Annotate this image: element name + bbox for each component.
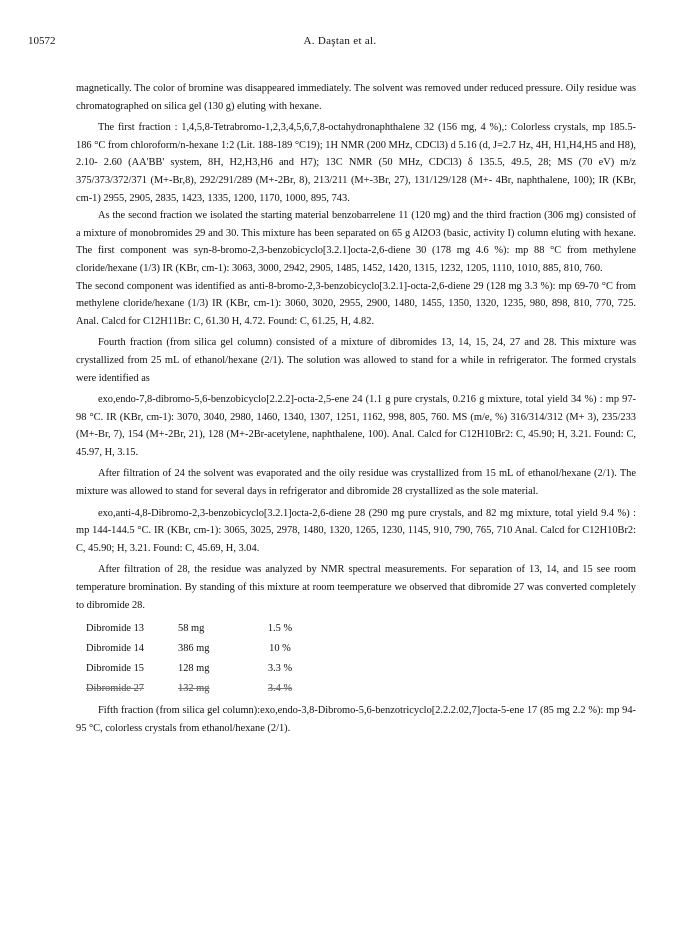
running-title: A. Daştan et al. [303,35,377,47]
paragraph-dibromide-28: exo,anti-4,8-Dibromo-2,3-benzobicyclo[3.2.1]octa-2,6-diene 28 (290 mg pure crystals, and 82 mg mixture, total yield 9.4 %) : mp 144-144.5 °C. IR (KBr, cm-1): 3065, 3025, 2978, 1480, 1320, 1265, 1230, 1145, 910, 790, 765, 710 Anal. Calcd for C12H10Br2: C, 45.90; H, 3.21. Found: C, 45.69, H, 3.04. [76,507,636,554]
table-row [86,620,310,640]
dibromide-percent: 3.3 % [267,663,293,675]
paragraph-first-fraction: The first fraction : 1,4,5,8-Tetrabromo-1,2,3,4,5,6,7,8-octahydronaphthalene 32 (156 mg, 4 %),: Colorless crystals, mp 185.5-186 °C from chloroform/n-hexane 1:2 (Lit. 188-189 °C19); 1H NMR (200 MHz, CDCl3) d 5.16 (d, J=2.7 Hz, 4H, H1,H4,H5 and H8), 2.10- 2.60 (AA'BB' system, 8H, H2,H3,H6 and H7); 13C NMR (50 MHz, CDCl3) δ 135.5, 49.5, 28; MS (70 eV) m/z 375/373/372/371 (M+-Br,8), 292/291/289 (M+-2Br, 8), 213/211 (M+-3Br, 27), 131/129/128 (M+- 4Br, naphthalene, 100); IR (KBr, cm-1) 2955, 2905, 2835, 1423, 1335, 1200, 1170, 1000, 895, 743. [76,122,636,204]
table-row [86,680,310,700]
dibromide-mass: 58 mg [178,623,205,635]
paragraph-second-component: The second component was identified as anti-8-bromo-2,3-benzobicyclo[3.2.1]-octa-2,6-diene 29 (128 mg 3.3 %): mp 69-70 °C from methylene cloride/hexane (1/3) IR (KBr, cm-1): 3060, 3020, 2955, 2900, 1480, 1455, 1350, 1320, 1235, 980, 898, 810, 770, 725. Anal. Calcd for C12H11Br: C, 61.30 H, 4.72. Found: C, 61.25, H, 4.82. [76,280,636,327]
paragraph-filtration-24: After filtration of 24 the solvent was evaporated and the oily residue was crystallized from 15 mL of ethanol/hexane (2/1). The mixture was allowed to stand for several days in refrigerator and dibromide 28 crystallized as the sole material. [76,468,636,498]
dibromide-mass: 132 mg [178,683,210,695]
dibromide-yield-table [86,620,310,700]
table-row [86,660,310,680]
table-row [86,640,310,660]
paragraph-second-fraction: As the second fraction we isolated the starting material benzobarrelene 11 (120 mg) and the third fraction (306 mg) consisted of a mixture of monobromides 29 and 30. This mixture has been separated on 65 g Al2O3 (basic, activity I) column eluting with hexane. The first component was syn-8-bromo-2,3-benzobicyclo[3.2.1]octa-2,6-diene 30 (178 mg 4.6 %): mp 88 °C from methylene cloride/hexane (1/3) IR (KBr, cm-1): 3063, 3000, 2942, 2905, 1485, 1452, 1420, 1315, 1232, 1205, 1110, 1010, 885, 810, 760. [76,210,636,274]
body-text [76,80,636,737]
dibromide-percent: 10 % [269,643,291,655]
dibromide-percent: 3.4 % [267,683,293,695]
dibromide-name: Dibromide 27 [86,683,145,695]
dibromide-mass: 386 mg [178,643,210,655]
page-number: 10572 [28,35,56,47]
paragraph-fourth-fraction: Fourth fraction (from silica gel column) consisted of a mixture of dibromides 13, 14, 15, 24, 27 and 28. This mixture was crystallized from 25 mL of ethanol/hexane (2/1). The solution was allowed to stand for a while in refrigerator. The formed crystals were identified as [76,337,636,384]
paragraph-fifth-fraction: Fifth fraction (from silica gel column):exo,endo-3,8-Dibromo-5,6-benzotricyclo[2.2.2.02,7]octa-5-ene 17 (85 mg 2.2 %): mp 94-95 °C, colorless crystals from ethanol/hexane (2/1). [76,705,636,734]
dibromide-percent: 1.5 % [267,623,293,635]
paragraph-filtration-28: After filtration of 28, the residue was analyzed by NMR spectral measurements. For separation of 13, 14, and 15 see room temperature bromination. By standing of this mixture at room teemperature we observed that dibromide 27 was converted completely to dibromide 28. [76,564,636,611]
paragraph-dibromide-24: exo,endo-7,8-dibromo-5,6-benzobicyclo[2.2.2]-octa-2,5-ene 24 (1.1 g pure crystals, 0.216 g mixture, total yield 34 %) : mp 97-98 °C. IR (KBr, cm-1): 3070, 3040, 2980, 1460, 1340, 1307, 1251, 1162, 998, 805, 760. MS (m/e, %) 316/314/312 (M+ 3), 235/233 (M+-Br, 7), 154 (M+-2Br, 21), 128 (M+-2Br-acetylene, naphthalene, 100). Anal. Calcd for C12H10Br2: C, 45.90; H, 3.21. Found: C, 45.97, H, 3.15. [76,394,636,458]
dibromide-name: Dibromide 13 [86,623,145,635]
dibromide-mass: 128 mg [178,663,210,675]
dibromide-name: Dibromide 14 [86,643,145,655]
paragraph-bromine: magnetically. The color of bromine was disappeared immediately. The solvent was removed under reduced pressure. Oily residue was chromatographed on silica gel (130 g) eluting with hexane. [76,83,636,112]
dibromide-name: Dibromide 15 [86,663,145,675]
